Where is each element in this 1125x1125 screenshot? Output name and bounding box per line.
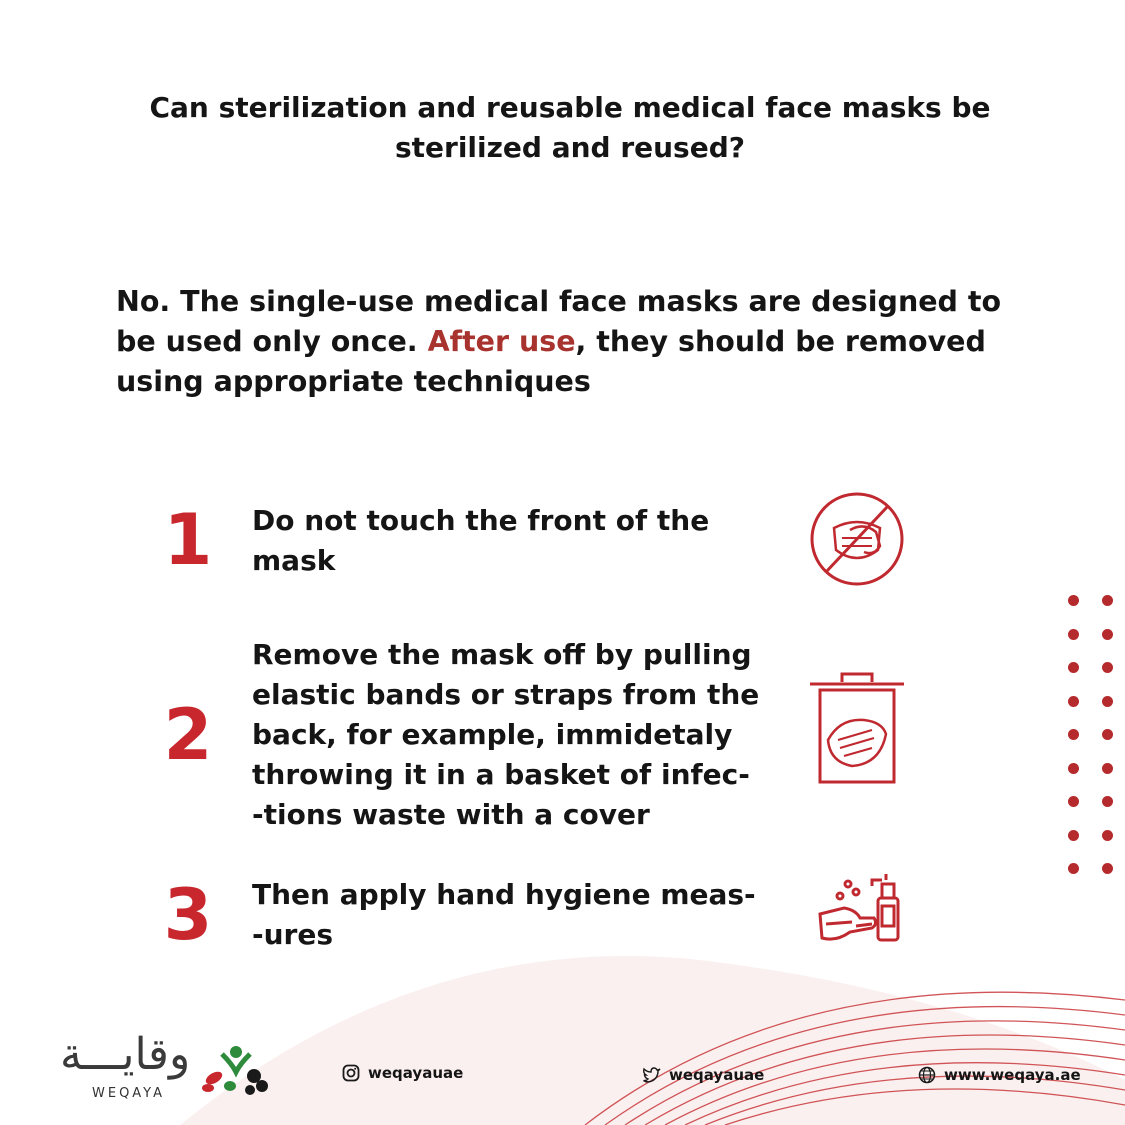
decor-dot: [1068, 595, 1079, 606]
instagram-label: weqayauae: [368, 1064, 464, 1082]
step-2-line: throwing it in a basket of infec-: [252, 758, 750, 791]
decor-dot: [1068, 629, 1079, 640]
step-2-line: back, for example, immidetaly: [252, 718, 733, 751]
answer-highlight: After use: [427, 325, 576, 358]
hand-wash-icon: [816, 870, 904, 952]
decor-dot: [1102, 696, 1113, 707]
decor-dot: [1102, 830, 1113, 841]
instagram-handle[interactable]: [342, 1064, 463, 1082]
instagram-icon: [342, 1064, 360, 1082]
decor-dot: [1102, 863, 1113, 874]
decor-dot: [1068, 863, 1079, 874]
decor-dot: [1102, 796, 1113, 807]
decor-dot: [1068, 662, 1079, 673]
answer-paragraph: [116, 282, 1016, 402]
step-2-text: [252, 635, 812, 835]
twitter-label: weqayauae: [669, 1066, 765, 1084]
decor-dot: [1102, 662, 1113, 673]
website-link[interactable]: [918, 1066, 1081, 1084]
twitter-icon: [643, 1067, 661, 1083]
question-heading: Can sterilization and reusable medical face masks be sterilized and reused?: [149, 91, 991, 164]
globe-icon: [918, 1066, 936, 1084]
decor-dot: [1068, 796, 1079, 807]
decor-dot: [1068, 763, 1079, 774]
decor-dot: [1068, 729, 1079, 740]
step-2-line: elastic bands or straps from the: [252, 678, 760, 711]
step-3-line: -ures: [252, 918, 334, 951]
decor-dot: [1102, 729, 1113, 740]
step-1-line: mask: [252, 544, 336, 577]
step-2-line: Remove the mask off by pulling: [252, 638, 752, 671]
decor-dot: [1102, 763, 1113, 774]
step-3-number: 3: [163, 874, 213, 956]
step-2-number: 2: [163, 694, 213, 776]
mask-in-bin-icon: [806, 668, 908, 788]
decor-dot: [1102, 595, 1113, 606]
decor-dot: [1068, 830, 1079, 841]
answer-part1: No. The single-use medical face masks are designed to be used only once.: [116, 285, 1002, 358]
weqaya-logo-mark-icon: [196, 1042, 276, 1098]
decor-dot: [1102, 629, 1113, 640]
step-1-text: [252, 501, 812, 581]
step-2-line: -tions waste with a cover: [252, 798, 650, 831]
decor-dot: [1068, 696, 1079, 707]
answer-part2: , they should be removed using appropriate techniques: [116, 325, 986, 398]
logo-arabic-text: وقايـــة: [60, 1029, 191, 1080]
twitter-handle[interactable]: [643, 1066, 764, 1084]
step-1-number: 1: [163, 499, 213, 581]
logo-english-text: WEQAYA: [92, 1086, 166, 1101]
step-1-line: Do not touch the front of the: [252, 504, 710, 537]
website-label: www.weqaya.ae: [944, 1066, 1081, 1084]
step-3-line: Then apply hand hygiene meas-: [252, 878, 756, 911]
step-3-text: [252, 875, 812, 955]
no-touch-mask-icon: [806, 488, 908, 590]
